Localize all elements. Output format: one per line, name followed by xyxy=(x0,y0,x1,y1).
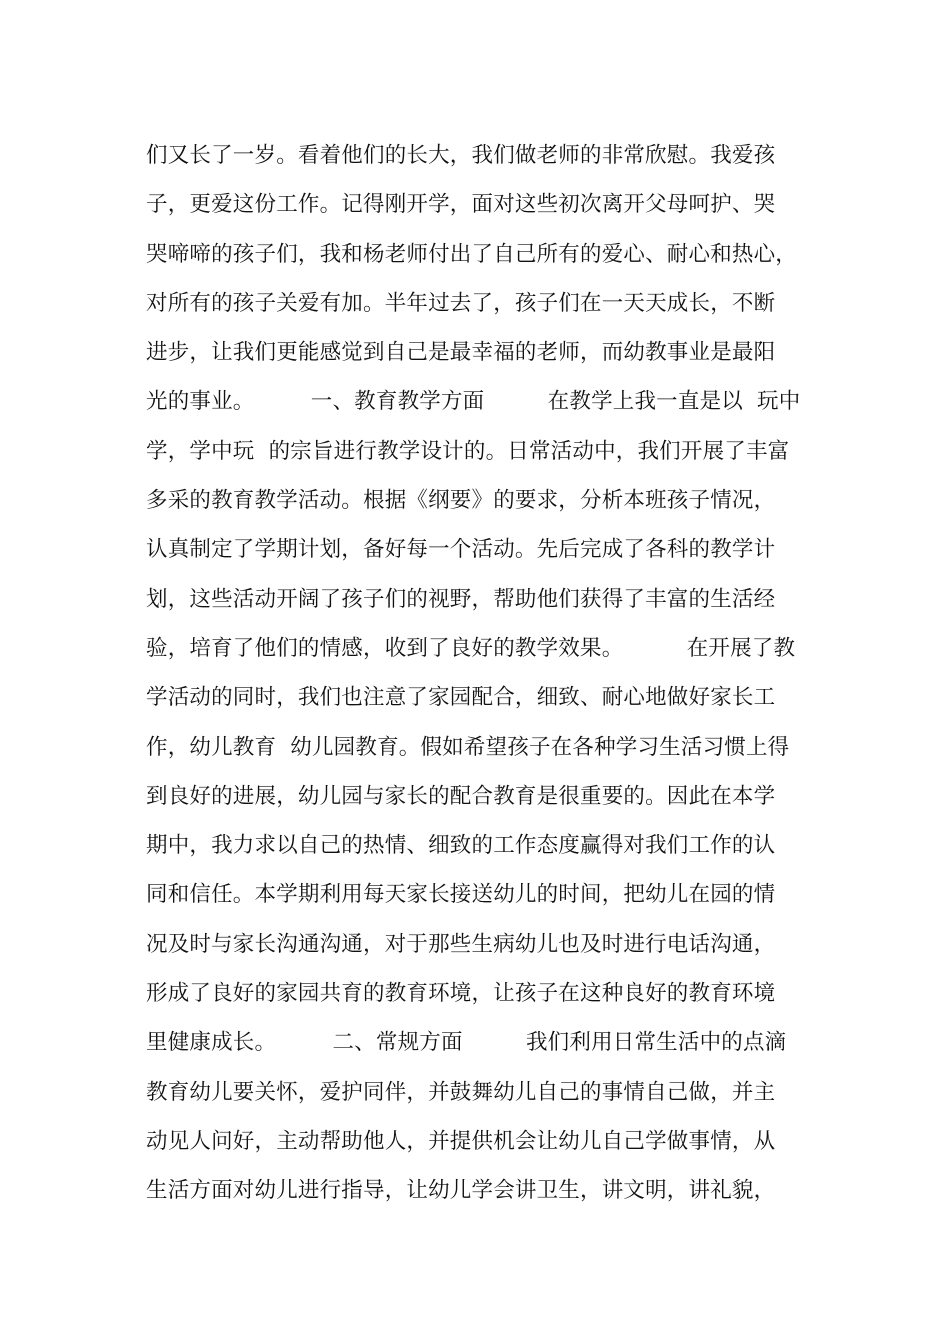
text-line: 动见人问好，主动帮助他人，并提供机会让幼儿自己学做事情，从 xyxy=(146,1128,776,1154)
text-line: 光的事业。 一、教育教学方面 在教学上我一直是以 玩中 xyxy=(146,389,801,415)
text-line: 里健康成长。 二、常规方面 我们利用日常生活中的点滴 xyxy=(146,1030,787,1056)
text-line: 认真制定了学期计划，备好每一个活动。先后完成了各科的教学计 xyxy=(146,537,776,563)
body-text xyxy=(146,131,826,1216)
text-line: 学，学中玩 的宗旨进行教学设计的。日常活动中，我们开展了丰富 xyxy=(146,438,790,464)
text-line: 教育幼儿要关怀，爱护同伴，并鼓舞幼儿自己的事情自己做，并主 xyxy=(146,1079,776,1105)
text-line: 学活动的同时，我们也注意了家园配合，细致、耐心地做好家长工 xyxy=(146,685,776,711)
text-line: 们又长了一岁。看着他们的长大，我们做老师的非常欣慰。我爱孩 xyxy=(146,143,776,168)
text-line: 况及时与家长沟通沟通，对于那些生病幼儿也及时进行电话沟通， xyxy=(146,931,776,957)
text-line: 同和信任。本学期利用每天家长接送幼儿的时间，把幼儿在园的情 xyxy=(146,882,776,908)
text-line: 生活方面对幼儿进行指导，让幼儿学会讲卫生，讲文明，讲礼貌， xyxy=(146,1178,776,1204)
text-line: 子，更爱这份工作。记得刚开学，面对这些初次离开父母呵护、哭 xyxy=(146,192,776,218)
text-line: 作，幼儿教育 幼儿园教育。假如希望孩子在各种学习生活习惯上得 xyxy=(146,734,790,760)
text-line: 哭啼啼的孩子们，我和杨老师付出了自己所有的爱心、耐心和热心， xyxy=(146,241,798,267)
text-line: 进步，让我们更能感觉到自己是最幸福的老师，而幼教事业是最阳 xyxy=(146,340,776,366)
text-line: 划，这些活动开阔了孩子们的视野，帮助他们获得了丰富的生活经 xyxy=(146,586,776,612)
text-line: 期中，我力求以自己的热情、细致的工作态度赢得对我们工作的认 xyxy=(146,833,776,859)
text-line: 多采的教育教学活动。根据《纲要》的要求，分析本班孩子情况， xyxy=(146,488,776,514)
text-line: 形成了良好的家园共育的教育环境，让孩子在这种良好的教育环境 xyxy=(146,981,776,1007)
text-line: 到良好的进展，幼儿园与家长的配合教育是很重要的。因此在本学 xyxy=(146,783,776,809)
text-line: 对所有的孩子关爱有加。半年过去了，孩子们在一天天成长，不断 xyxy=(146,290,776,316)
text-line: 验，培育了他们的情感，收到了良好的教学效果。 在开展了教 xyxy=(146,635,796,661)
